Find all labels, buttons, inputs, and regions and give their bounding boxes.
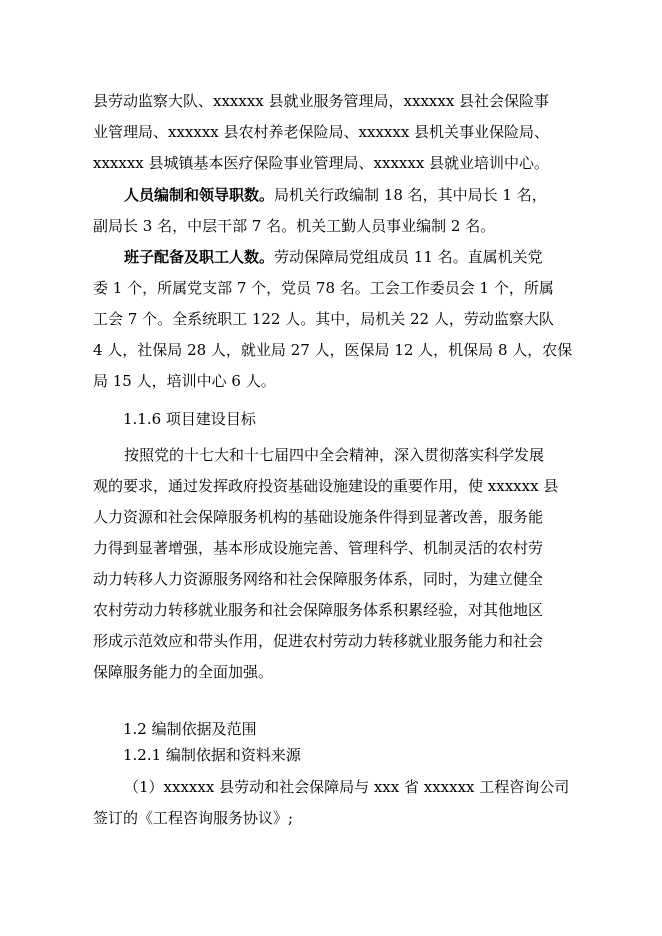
section-heading-1-2: 1.2 编制依据及范围 (123, 720, 257, 738)
text-run: 局机关行政编制 18 名，其中局长 1 名， (274, 186, 547, 204)
paragraph-sources (93, 772, 573, 834)
paragraph-personnel (93, 242, 573, 397)
bold-lead: 班子配备及职工人数。 (124, 248, 275, 266)
paragraph-goals (93, 440, 573, 688)
text-line: （1）xxxxxx 县劳动和社会保障局与 xxx 省 xxxxxx 工程咨询公司 (124, 778, 570, 796)
text-line: 业管理局、xxxxxx 县农村养老保险局、xxxxxx 县机关事业保险局、 (93, 123, 550, 141)
text-line: 人力资源和社会保障服务机构的基础设施条件得到显著改善，服务能 (93, 508, 544, 526)
text-line: xxxxxx 县城镇基本医疗保险事业管理局、xxxxxx 县就业培训中心。 (93, 154, 550, 172)
text-line (93, 180, 573, 211)
text-line: 力得到显著增强，基本形成设施完善、管理科学、机制灵活的农村劳 (93, 539, 544, 557)
text-line: 农村劳动力转移就业服务和社会保障服务体系积累经验，对其他地区 (93, 601, 544, 619)
text-line (93, 242, 573, 273)
bold-lead: 人员编制和领导职数。 (124, 186, 275, 204)
text-line: 动力转移人力资源服务网络和社会保障服务体系，同时，为建立健全 (93, 570, 544, 588)
text-line: 工会 7 个。全系统职工 122 人。其中，局机关 22 人，劳动监察大队 (93, 310, 554, 328)
text-line: 县劳动监察大队、xxxxxx 县就业服务管理局，xxxxxx 县社会保险事 (93, 92, 550, 110)
paragraph-staffing (93, 180, 573, 242)
text-line: 观的要求，通过发挥政府投资基础设施建设的重要作用，使 xxxxxx 县 (93, 477, 559, 495)
text-line: 委 1 个，所属党支部 7 个，党员 78 名。工会工作委员会 1 个，所属 (93, 279, 554, 297)
section-heading-1-2-1: 1.2.1 编制依据和资料来源 (123, 746, 301, 764)
text-run: 劳动保障局党组成员 11 名。直属机关党 (274, 248, 543, 266)
text-line: 签订的《工程咨询服务协议》; (93, 809, 294, 827)
text-line: 按照党的十七大和十七届四中全会精神，深入贯彻落实科学发展 (124, 446, 545, 464)
text-line: 保障服务能力的全面加强。 (93, 663, 274, 681)
text-line: 局 15 人，培训中心 6 人。 (93, 372, 276, 390)
text-line: 4 人，社保局 28 人，就业局 27 人，医保局 12 人，机保局 8 人，农保 (93, 341, 573, 359)
paragraph-agencies (93, 86, 573, 179)
text-line: 副局长 3 名，中层干部 7 名。机关工勤人员事业编制 2 名。 (93, 217, 496, 235)
text-line: 形成示范效应和带头作用，促进农村劳动力转移就业服务能力和社会 (93, 632, 544, 650)
section-heading-1-1-6: 1.1.6 项目建设目标 (123, 410, 256, 428)
